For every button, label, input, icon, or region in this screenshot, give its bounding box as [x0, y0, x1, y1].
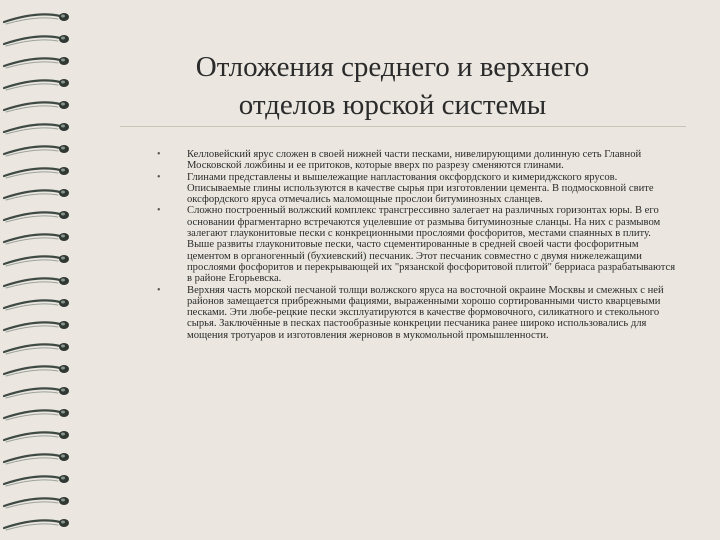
spiral-binding [0, 0, 90, 540]
slide-title: Отложения среднего и верхнего отделов юрской системы [195, 51, 590, 121]
bullet-list [157, 149, 677, 341]
bullet-marker: • [157, 149, 161, 160]
bullet-text: Глинами представлены и вышележащие напластования оксфордского и кимериджского ярусов. Описываемые глины используются в качестве сырья при изготовлении цемента. В подмосковной свите оксфордского яруса отмечались маломощные прослои битуминозных сланцев. [187, 171, 654, 206]
bullet-text: Келловейский ярус сложен в своей нижней части песками, нивелирующими долинную сеть Главной Московской ложбины и ее притоков, которые вверх по разрезу сменяются глинами. [187, 149, 642, 172]
bullet-item [157, 205, 677, 284]
title-divider [120, 126, 686, 127]
bullet-marker: • [157, 284, 161, 296]
bullet-item [157, 149, 677, 172]
bullet-marker: • [157, 205, 161, 217]
bullet-text: Верхняя часть морской песчаной толщи волжского яруса на восточной окраине Москвы и смежных с ней районов замещается прибрежными фациями, выраженными хорошо сортированными чисто кварцевыми песками. Эти любе-рецкие пески эксплуатируются в качестве формовочного, силикатного и стекольного сырья. Заключённые в песках пастообразные конкреции песчаника ранее широко использовались для мощения тротуаров и изготовления жерновов в мукомольной промышленности. [187, 284, 664, 341]
bullet-text: Сложно построенный волжский комплекс трансгрессивно залегает на различных горизонтах юры. В его основании фрагментарно встречаются уцелевшие от размыва битуминозные сланцы. На них с размывом залегают глауконитовые пески с конкреционными прослоями фосфоритов, местами спаянных в плиту. Выше развиты глауконитовые пески, часто сцементированные в средней своей части фосфоритным цементом в органогенный (бухиевский) песчаник. Этот песчаник совместно с двумя нижележащими прослоями фосфоритов и перекрывающей их "рязанской фосфоритовой плитой" берриаса разрабатываются в районе Егорьевска. [187, 205, 676, 285]
bullet-item [157, 172, 677, 206]
bullet-marker: • [157, 171, 161, 183]
bullet-item [157, 285, 677, 341]
